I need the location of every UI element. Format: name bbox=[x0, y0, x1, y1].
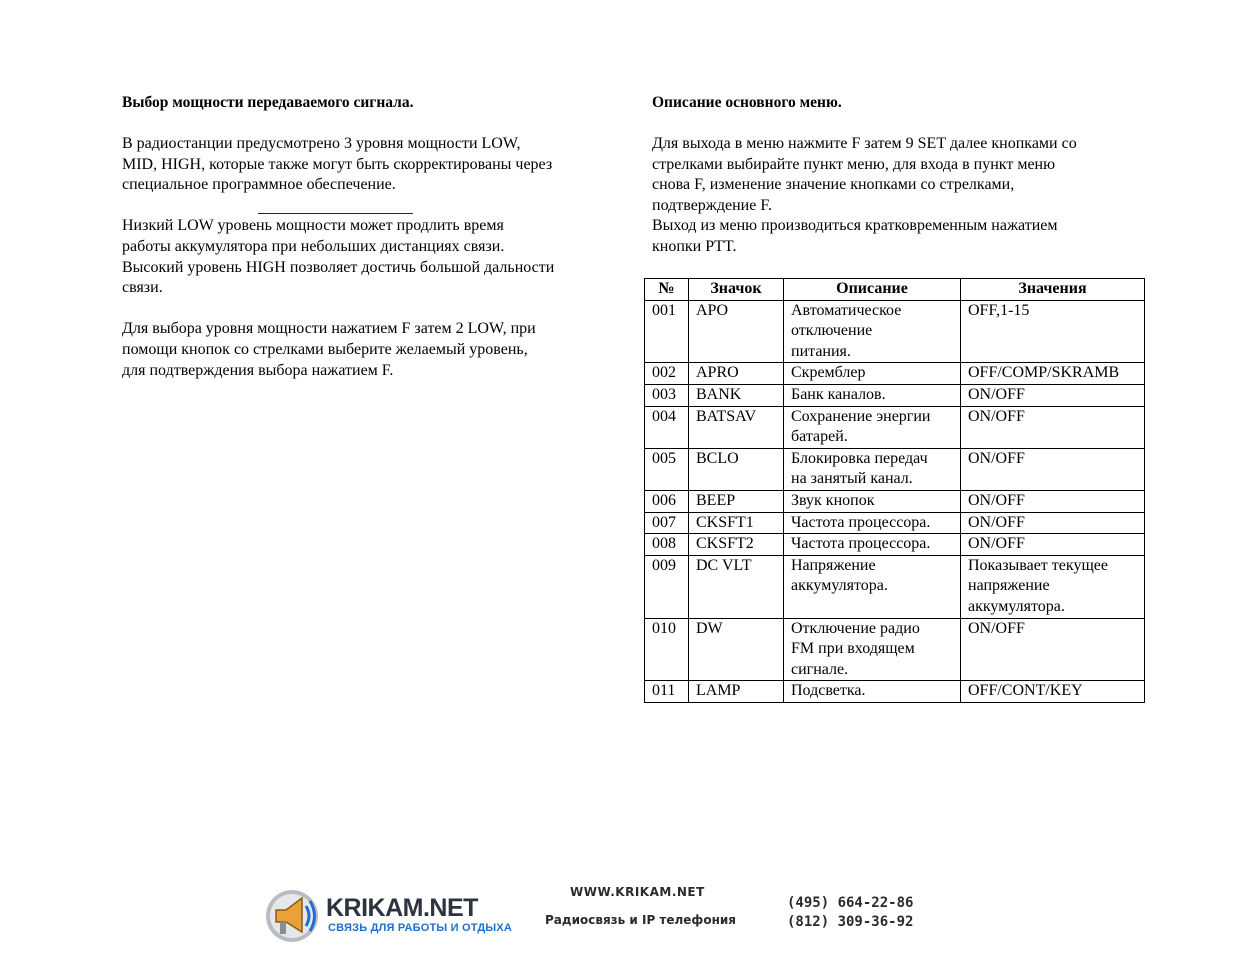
cell-values bbox=[961, 512, 1145, 534]
cell-line: ON/OFF bbox=[968, 619, 1025, 637]
cell-description bbox=[784, 384, 961, 406]
cell-line: Сохранение энергии bbox=[791, 407, 931, 425]
cell-line: 002 bbox=[652, 364, 676, 382]
tagline: Радиосвязь и IP телефония bbox=[545, 913, 736, 927]
table-row bbox=[645, 681, 1145, 703]
cell-icon bbox=[689, 534, 784, 556]
cell-line: 008 bbox=[652, 535, 676, 553]
right-column bbox=[652, 92, 1152, 278]
table-row bbox=[645, 512, 1145, 534]
cell-icon bbox=[689, 363, 784, 385]
cell-line: CKSFT2 bbox=[696, 535, 754, 553]
cell-icon bbox=[689, 448, 784, 490]
cell-number bbox=[645, 512, 689, 534]
cell-line: Банк каналов. bbox=[791, 385, 886, 403]
cell-description bbox=[784, 363, 961, 385]
cell-number bbox=[645, 555, 689, 618]
power-section-heading: Выбор мощности передаваемого сигнала. bbox=[122, 94, 414, 111]
phone-moscow: (495) 664-22-86 bbox=[787, 895, 914, 911]
text-line: кнопки PTT. bbox=[652, 237, 737, 255]
table-row bbox=[645, 555, 1145, 618]
cell-line: напряжение bbox=[968, 577, 1050, 595]
cell-line: BANK bbox=[696, 385, 742, 403]
cell-line: Подсветка. bbox=[791, 682, 866, 700]
phone-numbers bbox=[787, 894, 913, 932]
cell-icon bbox=[689, 555, 784, 618]
cell-values bbox=[961, 300, 1145, 363]
cell-line: Показывает текущее bbox=[968, 556, 1108, 574]
cell-values bbox=[961, 490, 1145, 512]
cell-line: ON/OFF bbox=[968, 513, 1025, 531]
table-row bbox=[645, 384, 1145, 406]
cell-line: аккумулятора. bbox=[968, 597, 1065, 615]
text-line: помощи кнопок со стрелками выберите желаемый уровень, bbox=[122, 340, 528, 358]
cell-line: Скремблер bbox=[791, 364, 866, 382]
table-row bbox=[645, 534, 1145, 556]
menu-enter-paragraph bbox=[652, 134, 1152, 216]
cell-line: аккумулятора. bbox=[791, 577, 888, 595]
menu-table-body bbox=[645, 300, 1145, 702]
cell-number bbox=[645, 681, 689, 703]
cell-number bbox=[645, 448, 689, 490]
cell-line: 005 bbox=[652, 449, 676, 467]
header-number: № bbox=[645, 279, 689, 301]
cell-values bbox=[961, 406, 1145, 448]
cell-line: OFF,1-15 bbox=[968, 301, 1030, 319]
cell-icon bbox=[689, 512, 784, 534]
table-row bbox=[645, 300, 1145, 363]
cell-line: OFF/COMP/SKRAMB bbox=[968, 364, 1120, 382]
table-row bbox=[645, 406, 1145, 448]
cell-line: 009 bbox=[652, 556, 676, 574]
cell-line: Напряжение bbox=[791, 556, 876, 574]
cell-icon bbox=[689, 300, 784, 363]
cell-values bbox=[961, 534, 1145, 556]
cell-line: 003 bbox=[652, 385, 676, 403]
cell-number bbox=[645, 384, 689, 406]
cell-line: Отключение радио bbox=[791, 619, 920, 637]
menu-section-heading: Описание основного меню. bbox=[652, 94, 842, 111]
table-row bbox=[645, 490, 1145, 512]
footer-banner bbox=[262, 882, 922, 948]
text-line: связи. bbox=[122, 279, 163, 297]
cell-line: 010 bbox=[652, 619, 676, 637]
power-levels-paragraph bbox=[122, 134, 617, 196]
phone-spb: (812) 309-36-92 bbox=[787, 914, 914, 930]
cell-values bbox=[961, 555, 1145, 618]
cell-line: Звук кнопок bbox=[791, 491, 875, 509]
brand-name: KRIKAM.NET bbox=[326, 894, 478, 922]
text-line: специальное программное обеспечение. bbox=[122, 176, 396, 194]
cell-number bbox=[645, 490, 689, 512]
cell-number bbox=[645, 363, 689, 385]
cell-line: ON/OFF bbox=[968, 385, 1025, 403]
text-line: Для выбора уровня мощности нажатием F затем 2 LOW, при bbox=[122, 320, 536, 338]
table-row bbox=[645, 448, 1145, 490]
cell-line: Частота процессора. bbox=[791, 513, 931, 531]
cell-line: LAMP bbox=[696, 682, 741, 700]
cell-line: OFF/CONT/KEY bbox=[968, 682, 1083, 700]
menu-exit-paragraph bbox=[652, 216, 1152, 257]
left-column bbox=[122, 92, 617, 402]
text-line: Низкий LOW уровень мощности может продлить время bbox=[122, 217, 504, 235]
cell-line: CKSFT1 bbox=[696, 513, 754, 531]
cell-line: сигнале. bbox=[791, 660, 849, 678]
cell-line: DC VLT bbox=[696, 556, 752, 574]
cell-line: ON/OFF bbox=[968, 491, 1025, 509]
cell-line: BATSAV bbox=[696, 407, 757, 425]
cell-values bbox=[961, 448, 1145, 490]
cell-line: Автоматическое bbox=[791, 301, 902, 319]
text-line: Для выхода в меню нажмите F затем 9 SET далее кнопками со bbox=[652, 135, 1077, 152]
cell-line: 006 bbox=[652, 491, 676, 509]
cell-icon bbox=[689, 618, 784, 681]
cell-icon bbox=[689, 384, 784, 406]
cell-line: FM при входящем bbox=[791, 640, 915, 658]
power-usage-paragraph bbox=[122, 216, 617, 298]
text-line: подтверждение F. bbox=[652, 196, 772, 214]
cell-icon bbox=[689, 406, 784, 448]
cell-line: на занятый канал. bbox=[791, 470, 913, 488]
power-select-paragraph bbox=[122, 319, 617, 381]
menu-table bbox=[644, 278, 1145, 703]
cell-icon bbox=[689, 490, 784, 512]
table-header-row bbox=[645, 279, 1145, 301]
website-url[interactable]: WWW.KRIKAM.NET bbox=[570, 885, 705, 899]
cell-description bbox=[784, 681, 961, 703]
cell-line: Блокировка передач bbox=[791, 449, 928, 467]
header-icon: Значок bbox=[689, 279, 784, 301]
cell-line: отключение bbox=[791, 322, 873, 340]
cell-number bbox=[645, 534, 689, 556]
table-row bbox=[645, 363, 1145, 385]
text-line: снова F, изменение значение кнопками со стрелками, bbox=[652, 176, 1015, 194]
cell-line: ON/OFF bbox=[968, 449, 1025, 467]
cell-line: 004 bbox=[652, 407, 676, 425]
cell-number bbox=[645, 406, 689, 448]
cell-description bbox=[784, 618, 961, 681]
brand-slogan: СВЯЗЬ ДЛЯ РАБОТЫ И ОТДЫХА bbox=[328, 922, 513, 934]
cell-line: BCLO bbox=[696, 449, 739, 467]
text-line: для подтверждения выбора нажатием F. bbox=[122, 361, 394, 379]
cell-description bbox=[784, 555, 961, 618]
cell-line: ON/OFF bbox=[968, 535, 1025, 553]
cell-line: Частота процессора. bbox=[791, 535, 931, 553]
cell-line: DW bbox=[696, 619, 723, 637]
cell-values bbox=[961, 681, 1145, 703]
cell-number bbox=[645, 300, 689, 363]
cell-number bbox=[645, 618, 689, 681]
text-line: В радиостанции предусмотрено 3 уровня мощности LOW, bbox=[122, 135, 521, 152]
cell-description bbox=[784, 512, 961, 534]
cell-description bbox=[784, 534, 961, 556]
header-description: Описание bbox=[784, 279, 961, 301]
header-values: Значения bbox=[961, 279, 1145, 301]
cell-description bbox=[784, 406, 961, 448]
cell-line: APO bbox=[696, 301, 729, 319]
cell-description bbox=[784, 490, 961, 512]
cell-line: 007 bbox=[652, 513, 676, 531]
cell-values bbox=[961, 618, 1145, 681]
cell-icon bbox=[689, 681, 784, 703]
cell-line: батарей. bbox=[791, 428, 848, 446]
cell-description bbox=[784, 300, 961, 363]
text-line: MID, HIGH, которые также могут быть скорректированы через bbox=[122, 155, 553, 173]
cell-line: ON/OFF bbox=[968, 407, 1025, 425]
cell-line: BEEP bbox=[696, 491, 736, 509]
cell-values bbox=[961, 363, 1145, 385]
loudspeaker-icon bbox=[262, 886, 326, 944]
text-line: работы аккумулятора при небольших дистанциях связи. bbox=[122, 237, 505, 255]
cell-line: APRO bbox=[696, 364, 739, 382]
underline-mark bbox=[258, 213, 413, 214]
table-row bbox=[645, 618, 1145, 681]
cell-line: 011 bbox=[652, 682, 676, 700]
cell-line: 001 bbox=[652, 301, 676, 319]
cell-line: питания. bbox=[791, 342, 851, 360]
cell-description bbox=[784, 448, 961, 490]
cell-values bbox=[961, 384, 1145, 406]
text-line: стрелками выбирайте пункт меню, для входа в пункт меню bbox=[652, 155, 1056, 173]
text-line: Выход из меню производиться кратковременным нажатием bbox=[652, 217, 1058, 235]
text-line: Высокий уровень HIGH позволяет достичь большой дальности bbox=[122, 258, 555, 276]
